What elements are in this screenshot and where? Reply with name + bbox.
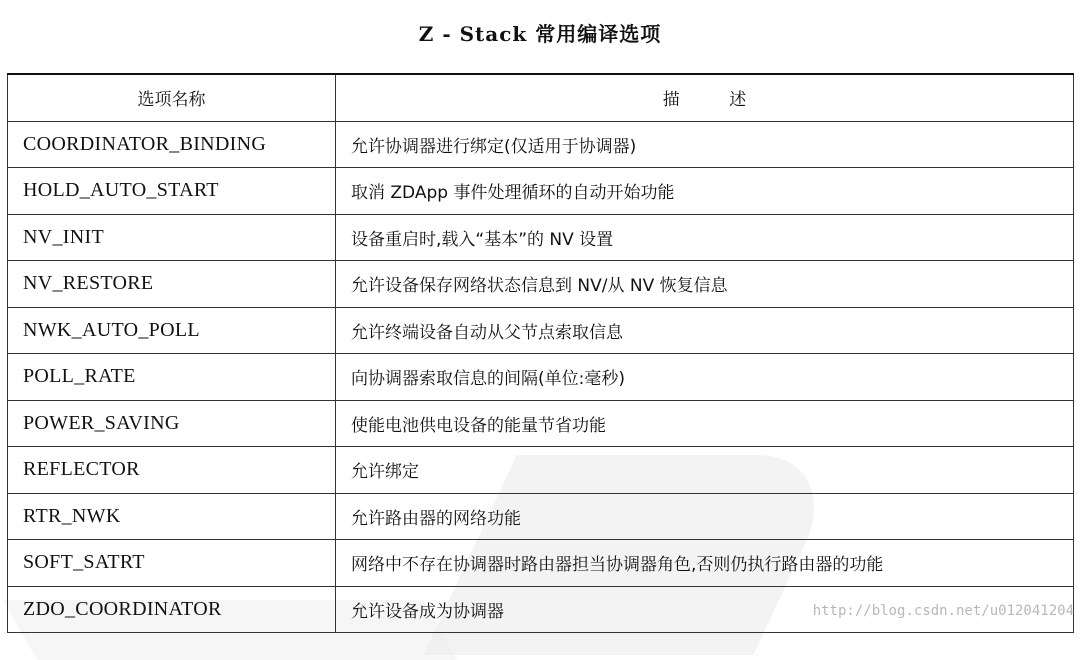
option-description-cell: 允许终端设备自动从父节点索取信息 xyxy=(336,307,1074,354)
option-description-cell: 网络中不存在协调器时路由器担当协调器角色,否则仍执行路由器的功能 xyxy=(336,540,1074,587)
table-row xyxy=(8,540,1074,587)
option-description-cell: 允许设备成为协调器 xyxy=(336,586,1074,633)
option-name-cell: ZDO_COORDINATOR xyxy=(8,586,336,633)
table-row xyxy=(8,307,1074,354)
option-name-cell: NWK_AUTO_POLL xyxy=(8,307,336,354)
table-row xyxy=(8,214,1074,261)
header-description: 描 述 xyxy=(336,74,1074,121)
watermark-url: http://blog.csdn.net/u012041204 xyxy=(812,603,1074,619)
table-header-row xyxy=(8,74,1074,121)
option-description-cell: 允许协调器进行绑定(仅适用于协调器) xyxy=(336,121,1074,168)
page-title: Z - Stack 常用编译选项 xyxy=(418,22,662,46)
option-name-cell: HOLD_AUTO_START xyxy=(8,168,336,215)
table-row xyxy=(8,168,1074,215)
table-row xyxy=(8,493,1074,540)
header-option-name: 选项名称 xyxy=(8,74,336,121)
table-row xyxy=(8,261,1074,308)
option-description-cell: 使能电池供电设备的能量节省功能 xyxy=(336,400,1074,447)
option-name-cell: REFLECTOR xyxy=(8,447,336,494)
option-name-cell: POLL_RATE xyxy=(8,354,336,401)
option-name-cell: RTR_NWK xyxy=(8,493,336,540)
option-name-cell: SOFT_SATRT xyxy=(8,540,336,587)
option-description-cell: 允许设备保存网络状态信息到 NV/从 NV 恢复信息 xyxy=(336,261,1074,308)
option-name-cell: COORDINATOR_BINDING xyxy=(8,121,336,168)
table-row xyxy=(8,354,1074,401)
compile-options-table xyxy=(7,73,1074,633)
option-name-cell: NV_RESTORE xyxy=(8,261,336,308)
option-name-cell: NV_INIT xyxy=(8,214,336,261)
option-description-cell: 允许绑定 xyxy=(336,447,1074,494)
option-description-cell: 允许路由器的网络功能 xyxy=(336,493,1074,540)
table-row xyxy=(8,447,1074,494)
option-description-cell: 向协调器索取信息的间隔(单位:毫秒) xyxy=(336,354,1074,401)
option-description-cell: 设备重启时,载入“基本”的 NV 设置 xyxy=(336,214,1074,261)
table-row xyxy=(8,400,1074,447)
option-description-cell: 取消 ZDApp 事件处理循环的自动开始功能 xyxy=(336,168,1074,215)
option-name-cell: POWER_SAVING xyxy=(8,400,336,447)
table-row xyxy=(8,121,1074,168)
